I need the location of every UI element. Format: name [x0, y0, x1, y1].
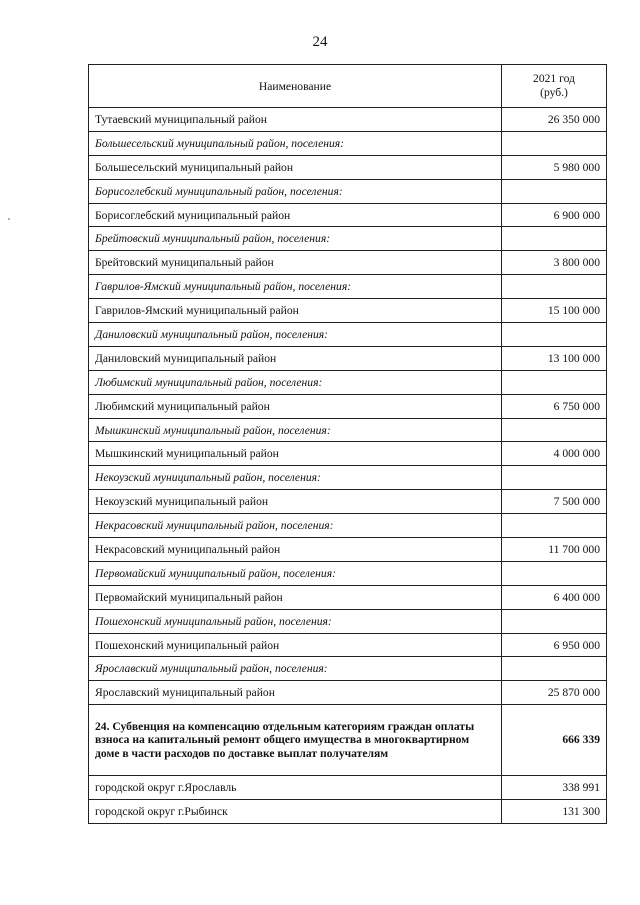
- group-header-label: Борисоглебский муниципальный район, поселения:: [89, 179, 502, 203]
- header-unit-label: (руб.): [540, 86, 568, 99]
- group-header-row: [89, 131, 607, 155]
- row-amount: 26 350 000: [502, 108, 607, 132]
- table-row: [89, 299, 607, 323]
- row-name: Брейтовский муниципальный район: [89, 251, 502, 275]
- row-amount: 6 900 000: [502, 203, 607, 227]
- group-header-label: Любимский муниципальный район, поселения:: [89, 370, 502, 394]
- row-amount: [502, 514, 607, 538]
- page-number: 24: [312, 34, 328, 50]
- row-name: Даниловский муниципальный район: [89, 346, 502, 370]
- section-24-row: [89, 705, 607, 776]
- section-24-name: 24. Субвенция на компенсацию отдельным категориям граждан оплаты взноса на капитальный ремонт общего имущества в многоквартирном доме в части расходов по доставке выплат получателям: [89, 705, 502, 776]
- row-amount: 15 100 000: [502, 299, 607, 323]
- row-name: Некрасовский муниципальный район: [89, 538, 502, 562]
- header-name: Наименование: [89, 65, 502, 108]
- table-row: [89, 800, 607, 824]
- group-header-label: Ярославский муниципальный район, поселения:: [89, 657, 502, 681]
- row-amount: 11 700 000: [502, 538, 607, 562]
- group-header-label: Даниловский муниципальный район, поселения:: [89, 323, 502, 347]
- row-amount: [502, 227, 607, 251]
- row-amount: 131 300: [502, 800, 607, 824]
- group-header-row: [89, 418, 607, 442]
- row-name: Гаврилов-Ямский муниципальный район: [89, 299, 502, 323]
- group-header-label: Некрасовский муниципальный район, поселения:: [89, 514, 502, 538]
- table-row: [89, 203, 607, 227]
- group-header-row: [89, 466, 607, 490]
- group-header-label: Первомайский муниципальный район, поселения:: [89, 561, 502, 585]
- group-header-label: Гаврилов-Ямский муниципальный район, поселения:: [89, 275, 502, 299]
- row-name: Пошехонский муниципальный район: [89, 633, 502, 657]
- section-24-amount: 666 339: [502, 705, 607, 776]
- table-row: [89, 251, 607, 275]
- row-name: городской округ г.Рыбинск: [89, 800, 502, 824]
- group-header-label: Мышкинский муниципальный район, поселения:: [89, 418, 502, 442]
- header-year: [502, 65, 607, 108]
- group-header-row: [89, 370, 607, 394]
- row-name: Борисоглебский муниципальный район: [89, 203, 502, 227]
- row-amount: 6 750 000: [502, 394, 607, 418]
- table-row: [89, 585, 607, 609]
- group-header-row: [89, 561, 607, 585]
- table-row: [89, 155, 607, 179]
- row-name: Некоузский муниципальный район: [89, 490, 502, 514]
- table-row: [89, 490, 607, 514]
- row-amount: 4 000 000: [502, 442, 607, 466]
- row-amount: [502, 418, 607, 442]
- row-name: Тутаевский муниципальный район: [89, 108, 502, 132]
- row-name: Любимский муниципальный район: [89, 394, 502, 418]
- row-amount: [502, 323, 607, 347]
- row-name: Ярославский муниципальный район: [89, 681, 502, 705]
- row-amount: [502, 370, 607, 394]
- table-header-row: [89, 65, 607, 108]
- table-row: [89, 776, 607, 800]
- group-header-row: [89, 227, 607, 251]
- group-header-label: Большесельский муниципальный район, поселения:: [89, 131, 502, 155]
- table-row: [89, 538, 607, 562]
- header-year-label: 2021 год: [533, 72, 575, 85]
- row-amount: 338 991: [502, 776, 607, 800]
- row-amount: [502, 131, 607, 155]
- group-header-row: [89, 609, 607, 633]
- row-amount: [502, 179, 607, 203]
- group-header-label: Некоузский муниципальный район, поселения:: [89, 466, 502, 490]
- row-name: Первомайский муниципальный район: [89, 585, 502, 609]
- row-amount: 5 980 000: [502, 155, 607, 179]
- budget-table: [88, 64, 607, 824]
- table-row: [89, 346, 607, 370]
- row-amount: 13 100 000: [502, 346, 607, 370]
- row-name: Мышкинский муниципальный район: [89, 442, 502, 466]
- row-name: Большесельский муниципальный район: [89, 155, 502, 179]
- row-amount: [502, 466, 607, 490]
- group-header-label: Брейтовский муниципальный район, поселения:: [89, 227, 502, 251]
- row-amount: 6 400 000: [502, 585, 607, 609]
- table-row: [89, 442, 607, 466]
- group-header-label: Пошехонский муниципальный район, поселения:: [89, 609, 502, 633]
- row-amount: 6 950 000: [502, 633, 607, 657]
- group-header-row: [89, 323, 607, 347]
- table-body: [89, 108, 607, 824]
- row-amount: 7 500 000: [502, 490, 607, 514]
- row-amount: [502, 609, 607, 633]
- row-amount: [502, 275, 607, 299]
- table-row: [89, 633, 607, 657]
- row-amount: 25 870 000: [502, 681, 607, 705]
- scan-speck: [8, 218, 10, 220]
- group-header-row: [89, 179, 607, 203]
- row-amount: [502, 561, 607, 585]
- row-amount: 3 800 000: [502, 251, 607, 275]
- table-row: [89, 108, 607, 132]
- table-row: [89, 681, 607, 705]
- table-row: [89, 394, 607, 418]
- group-header-row: [89, 657, 607, 681]
- group-header-row: [89, 275, 607, 299]
- row-amount: [502, 657, 607, 681]
- row-name: городской округ г.Ярославль: [89, 776, 502, 800]
- group-header-row: [89, 514, 607, 538]
